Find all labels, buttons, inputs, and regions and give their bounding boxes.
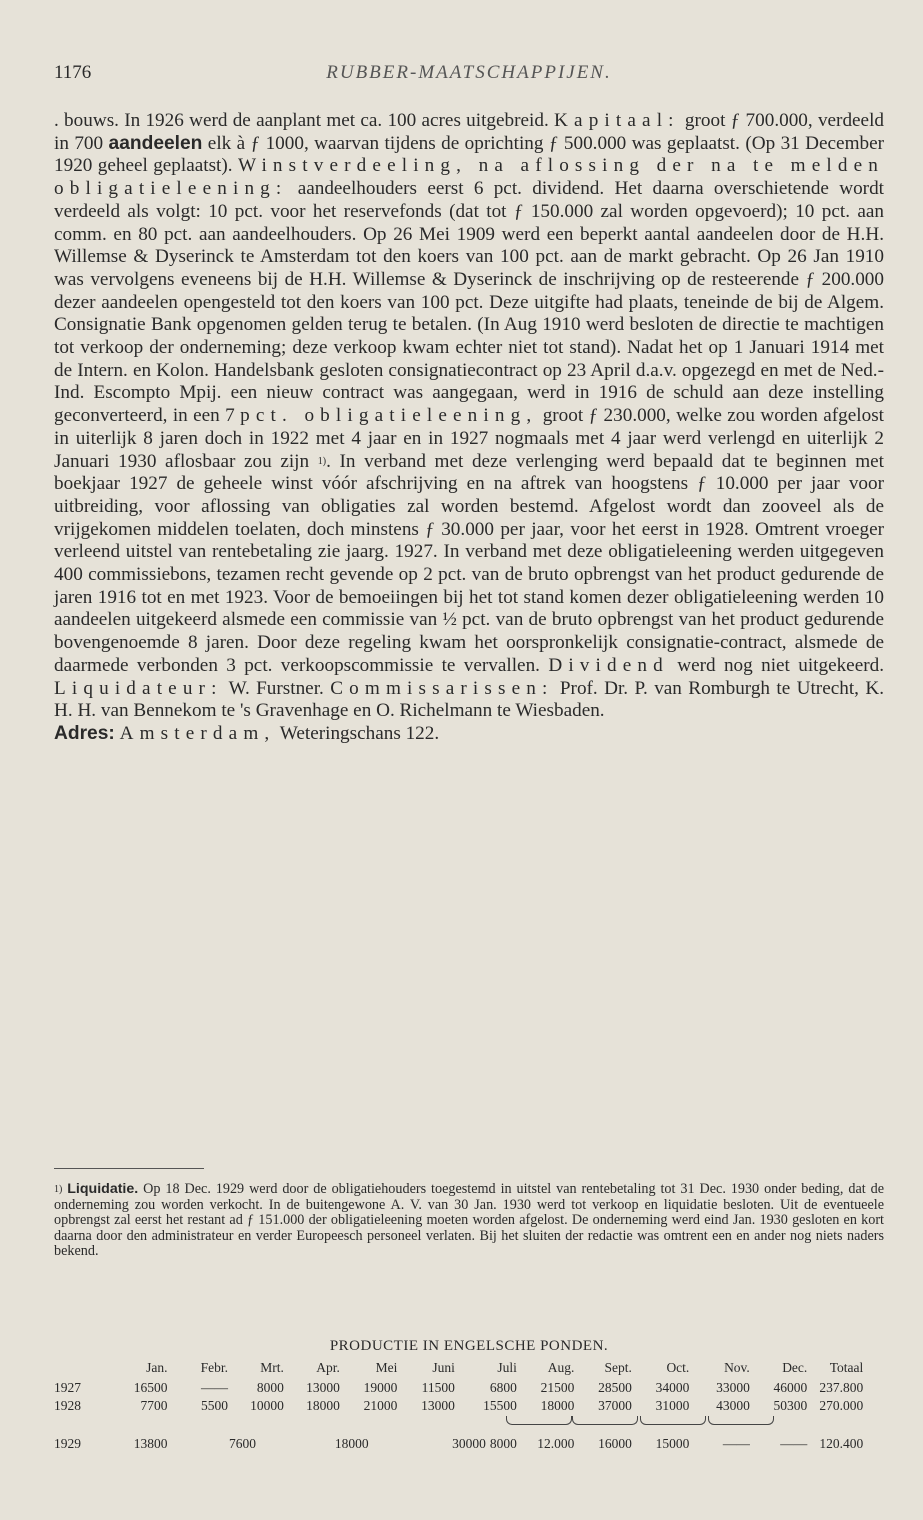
- table-cell: 34000: [655, 1380, 690, 1395]
- footnote-label: Liquidatie.: [67, 1181, 139, 1197]
- table-title: PRODUCTIE IN ENGELSCHE PONDEN.: [329, 1338, 609, 1354]
- aandeelen-label: aandeelen: [108, 132, 203, 154]
- table-cell: 43000: [716, 1398, 750, 1413]
- text-run: Prof. Dr. P. van Romburgh te Utrecht, K. H. H. van Bennekom te 's Gravenhage en O. Richelmann te Wiesbaden.: [54, 677, 884, 722]
- footnote-reference: 1): [317, 455, 327, 467]
- column-header: Juli: [497, 1360, 517, 1375]
- commissarissen-label: Commissarissen:: [330, 677, 554, 699]
- column-header: Mei: [375, 1360, 398, 1375]
- table-header-row: [54, 1360, 884, 1376]
- table-cell: 237.800: [819, 1380, 864, 1395]
- column-header: Aug.: [547, 1360, 575, 1375]
- table-cell: 50300: [773, 1398, 808, 1413]
- table-cell: 21000: [363, 1398, 398, 1413]
- brace-mark: [572, 1416, 638, 1425]
- table-row: [54, 1380, 884, 1396]
- table-cell: 46000: [773, 1380, 808, 1395]
- text-run: . bouws. In 1926 werd de aanplant met ca. 100 acres uitgebreid.: [54, 110, 555, 131]
- table-cell: 19000: [363, 1380, 398, 1395]
- table-cell: 18000: [540, 1398, 575, 1413]
- table-cell: 13000: [421, 1398, 455, 1413]
- table-cell: ——: [722, 1436, 750, 1451]
- table-cell: 28500: [598, 1380, 632, 1395]
- table-cell: 16000: [598, 1436, 632, 1451]
- table-cell: ——: [200, 1380, 228, 1395]
- row-year: 1929: [54, 1436, 81, 1451]
- table-cell: 8000: [256, 1380, 284, 1395]
- table-cell: 7600: [228, 1436, 256, 1451]
- table-row: [54, 1398, 884, 1414]
- table-cell: 18000: [334, 1436, 369, 1451]
- main-paragraph: [54, 110, 884, 723]
- row-year: 1928: [54, 1398, 81, 1413]
- brace-mark: [506, 1416, 572, 1425]
- row-year: 1927: [54, 1380, 81, 1395]
- footnote-marker: 1): [54, 1184, 63, 1195]
- table-cell: 18000: [306, 1398, 340, 1413]
- footnote: [54, 1182, 884, 1260]
- table-row: [54, 1436, 884, 1452]
- text-run: W. Furstner.: [222, 677, 331, 699]
- table-cell: 12.000: [537, 1436, 575, 1451]
- column-header: Febr.: [200, 1360, 228, 1375]
- text-run: elk à ƒ 1000, waarvan tijdens de oprichting ƒ 500.000 was geplaatst. (Op 31 December 1920 geheel geplaatst).: [54, 132, 884, 177]
- column-header: Oct.: [666, 1360, 690, 1375]
- table-cell: 13800: [133, 1436, 168, 1451]
- brace-mark: [640, 1416, 706, 1425]
- table-cell: 6800: [489, 1380, 517, 1395]
- text-run: werd nog niet uitgekeerd.: [668, 654, 884, 676]
- adres-label: Adres:: [54, 722, 115, 744]
- adres-city: Amsterdam,: [119, 722, 276, 744]
- column-header: Juni: [432, 1360, 455, 1375]
- table-cell: 15000: [655, 1436, 690, 1451]
- page-number: 1176: [54, 62, 92, 83]
- brace-mark: [708, 1416, 774, 1425]
- liquidateur-label: Liquidateur:: [54, 677, 223, 699]
- kapitaal-label: Kapitaal:: [554, 110, 680, 131]
- column-header: Dec.: [782, 1360, 808, 1375]
- column-header: Nov.: [724, 1360, 750, 1375]
- column-header: Jan.: [146, 1360, 168, 1375]
- footnote-text: Op 18 Dec. 1929 werd door de obligatiehouders toegestemd in uitstel van rentebetaling tot 31 Dec. 1930 onder beding, dat de onderneming zou worden verkocht. In de buitengewone A. V. van 30 Jan. 1930 werd tot verkoop en liquidatie besloten. Uit de eventueele opbrengst zal eerst het restant ad ƒ 151.000 der obligatieleening moeten worden afgelost. De onderneming werd eind Jan. 1930 gesloten en kort daarna door den administrateur en verder Europeesch personeel verlaten. Bij het sluiten der redactie was omtrent een en ander nog niets naders bekend.: [54, 1181, 885, 1260]
- column-header: Totaal: [829, 1360, 864, 1375]
- text-run: aandeelhouders eerst 6 pct. dividend. Het daarna overschietende wordt verdeeld als volgt: 10 pct. voor het reservefonds (dat tot ƒ 150.000 zal worden opgevoerd); 10 pct. aan comm. en 80 pct. aan aandeelhouders. Op 26 Mei 1909 werd een beperkt aantal aandeelen door de H.H. Willemse & Dyserinck te Amsterdam tot den koers van 100 pct. aan de markt gebracht. Op 26 Jan 1910 was vervolgens eveneens bij de H.H. Willemse & Dyserinck de inschrijving op de resteerende ƒ 200.000 dezer aandeelen opengesteld tot den koers van 100 pct. Deze uitgifte had plaats, teneinde de bij de Algem. Consignatie Bank opgenomen gelden terug te betalen. (In Aug 1910 werd besloten de directie te machtigen tot verkoop der onderneming; deze verkoop kwam echter niet tot stand). Nadat het op 1 Januari 1914 met de Intern. en Kolon. Handelsbank gesloten consignatiecontract op 23 April d.a.v. opgezegd en met de Ned.-Ind. Escompto Mpij. een nieuw contract was aangegaan, werd in 1916 de schuld aan deze instelling geconverteerd, in een 7: [54, 178, 884, 427]
- table-cell: 16500: [133, 1380, 168, 1395]
- column-header: Apr.: [316, 1360, 340, 1375]
- table-cell: 8000: [489, 1436, 517, 1451]
- page-header: [54, 62, 884, 92]
- table-cell: 5500: [200, 1398, 228, 1413]
- table-cell: 13000: [306, 1380, 340, 1395]
- footnote-rule: [54, 1168, 204, 1169]
- table-cell: 270.000: [819, 1398, 864, 1413]
- text-run: groot ƒ 230.000, welke zou worden afgelost in uiterlijk 8 jaren doch in 1922 met 4 jaar en in 1927 nogmaals met 4 jaar werd verlengd en uiterlijk 2 Januari 1930 aflosbaar zou zijn: [54, 405, 884, 472]
- table-cell: 21500: [540, 1380, 575, 1395]
- running-title: RUBBER-MAATSCHAPPIJEN.: [326, 62, 612, 83]
- table-cell: 11500: [421, 1380, 455, 1395]
- column-header: Sept.: [604, 1360, 632, 1375]
- table-cell: ——: [780, 1436, 808, 1451]
- text-run: groot ƒ 700.000, verdeeld in 700: [54, 110, 885, 154]
- column-header: Mrt.: [260, 1360, 284, 1375]
- text-run: . In verband met deze verlenging werd bepaald dat te beginnen met boekjaar 1927 de geheele winst vóór afschrijving en na aftrek van hoogstens ƒ 10.000 per jaar voor uitbreiding, voor aflossing van obligaties zal worden bestemd. Afgelost wordt dan zooveel als de vrijgekomen middelen toelaten, doch minstens ƒ 30.000 per jaar, voor het eerst in 1928. Omtrent vroeger verleend uitstel van rentebetaling zie jaarg. 1927. In verband met deze obligatieleening werden uitgegeven 400 commissiebons, tezamen recht gevende op 2 pct. van de bruto opbrengst van het product gedurende de jaren 1916 tot en met 1923. Voor de bemoeiingen bij het tot stand komen dezer obligatieleening werden 10 aandeelen uitgekeerd alsmede een commissie van ½ pct. van de bruto opbrengst van het product gedurende bovengenoemde 8 jaren. Door deze regeling kwam het oorspronkelijk consignatie-contract, alsmede de daarmede verbonden 3 pct. verkoopscommissie te vervallen.: [54, 450, 884, 676]
- address-line: [54, 723, 884, 746]
- main-text: [54, 110, 884, 746]
- table-cell: 10000: [250, 1398, 284, 1413]
- dividend-label: Dividend: [548, 654, 669, 676]
- adres-street: Weteringschans 122.: [275, 722, 440, 744]
- table-cell: 30000: [452, 1436, 486, 1451]
- winstverdeeling-label: Winstverdeeling, na aflossing der na te melden obligatieleening:: [54, 155, 884, 200]
- table-cell: 15500: [483, 1398, 517, 1413]
- table-cell: 31000: [655, 1398, 690, 1413]
- table-cell: 37000: [598, 1398, 632, 1413]
- table-cell: 7700: [140, 1398, 168, 1413]
- table-cell: 120.400: [819, 1436, 864, 1451]
- obligatieleening-label: pct. obligatieleening,: [240, 405, 538, 427]
- table-cell: 33000: [716, 1380, 750, 1395]
